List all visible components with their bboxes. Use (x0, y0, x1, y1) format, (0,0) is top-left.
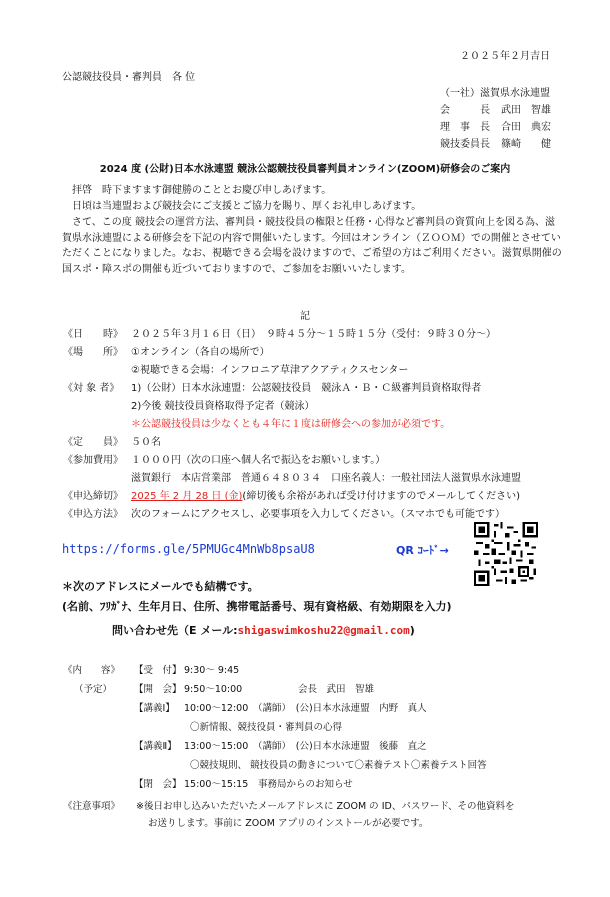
deadline-note: (締切後も余裕があれば受け付けますのでメールしてください) (242, 491, 521, 502)
contact-email-link[interactable]: shigaswimkoshu22@gmail.com (237, 624, 410, 637)
program-time: 9:30～ 9:45 (184, 665, 240, 676)
detail-label: 《場 所》 (63, 347, 123, 358)
sender-name: 篠崎 健 (501, 139, 551, 150)
detail-value: ５０名 (131, 437, 161, 448)
program-text: 会長 武田 智雄 (298, 684, 375, 695)
sender-name: 武田 智雄 (501, 105, 551, 116)
thanks-paragraph: 日頃は当連盟および競技会にご支援とご協力を賜り、厚くお礼申しあげます。 (62, 201, 422, 212)
ki-heading: 記 (300, 311, 310, 322)
document-date: ２０２５年２月吉日 (460, 51, 550, 62)
detail-capacity (63, 435, 161, 451)
deadline-date: 2025 年 2 月 28 日 (金) (131, 491, 243, 502)
program-time: 10:00～12:00 (184, 703, 249, 714)
detail-label: 《日 時》 (63, 329, 123, 340)
email-note-fields: (名前、ﾌﾘｶﾞﾅ、生年月日、住所、携帯電話番号、現有資格級、有効期限を入力) (62, 600, 452, 613)
detail-fee (63, 453, 385, 469)
program-tag: 【閉 会】 (134, 779, 182, 790)
form-link[interactable]: https://forms.gle/5PMUGc4MnWb8psaU8 (62, 542, 315, 556)
detail-place (63, 345, 270, 361)
program-tag: 【開 会】 (134, 684, 182, 695)
detail-value: ２０２５年３月１６日（日） ９時４５分～１５時１５分（受付：９時３０分～） (131, 329, 496, 340)
detail-label: 《対 象 者》 (63, 383, 120, 394)
sender-role: 理 事 長 (440, 122, 490, 133)
detail-label: 《参加費用》 (63, 455, 123, 466)
contact-line (112, 622, 415, 638)
detail-target-note: ＊公認競技役員は少なくとも４年に１度は研修会への参加が必須です。 (131, 419, 451, 430)
email-note-heading: ＊次のアドレスにメールでも結構です。 (62, 580, 259, 593)
sender-role: 会 長 (440, 105, 490, 116)
addressee: 公認競技役員・審判員 各 位 (62, 72, 196, 83)
program-text: 事務局からのお知らせ (258, 779, 353, 790)
detail-deadline (63, 489, 520, 505)
document-title: 2024 度 (公財)日本水泳連盟 競泳公認競技役員審判員オンライン(ZOOM)研修会のご案内 (99, 164, 511, 175)
program-sublabel: （予定） (74, 684, 113, 695)
detail-value: ①オンライン（各自の場所で） (131, 347, 270, 358)
program-tag: 【受 付】 (134, 665, 182, 676)
detail-target (63, 381, 481, 397)
detail-label: 《申込締切》 (63, 491, 123, 502)
detail-label: 《定 員》 (63, 437, 123, 448)
detail-target-2: 2)今後 競技役員資格取得予定者（競泳） (131, 401, 315, 412)
program-time: 13:00～15:00 (184, 741, 249, 752)
greeting-paragraph: 拝啓 時下ますます御健勝のこととお慶び申しあげます。 (62, 185, 332, 196)
program-tag: 【講義Ⅰ】 (134, 703, 175, 714)
detail-value: 次のフォームにアクセスし、必要事項を入力してください。（スマホでも可能です） (131, 509, 505, 520)
detail-date (63, 327, 496, 343)
program-text: 〇競技規則、 競技役員の動きについて〇素養テスト〇素養テスト回答 (190, 760, 487, 771)
detail-value: １０００円（次の口座へ個人名で振込をお願いします。） (131, 455, 386, 466)
detail-bank: 滋賀銀行 本店営業部 普通６４８０３４ 口座名義人：一般社団法人滋賀県水泳連盟 (131, 473, 521, 484)
program-text: 〇新情報、競技役員・審判員の心得 (190, 722, 343, 733)
detail-label: 《申込方法》 (63, 509, 123, 520)
detail-value: 1)（公財）日本水泳連盟：公認競技役員 競泳Ａ・Ｂ・Ｃ級審判員資格取得者 (131, 383, 482, 394)
program-label: 《内 容》 (63, 665, 121, 676)
notes-line: お送りします。事前に ZOOM アプリのインストールが必要です。 (148, 818, 429, 829)
program-tag: 【講義Ⅱ】 (134, 741, 177, 752)
sender-name: 合田 典宏 (501, 122, 551, 133)
sender-org: （一社）滋賀県水泳連盟 (440, 88, 550, 99)
notes-label: 《注意事項》 (63, 801, 121, 812)
notes-line: ※後日お申し込みいただいたメールアドレスに ZOOM の ID、パスワード、その他資料を (136, 801, 515, 812)
contact-close: ) (409, 624, 415, 637)
program-time: 9:50～10:00 (184, 684, 243, 695)
announcement-paragraph: さて、この度 競技会の運営方法、審判員・競技役員の権限と任務・心得など審判員の資質向上を図る為、滋賀県水泳連盟による研修会を下記の内容で開催いたします。今回はオンライン（ＺＯＯＭ）での開催とさせていただくことになりました。なお、視聴できる会場を設けますので、ご希望の方はご利用ください。滋賀県開催の国スポ・障スポの開催も近づいておりますので、ご参加をお願いいたします。 (62, 217, 562, 275)
program-text: （講師） (公)日本水泳連盟 後藤 直之 (253, 741, 427, 752)
program-text: （講師） (公)日本水泳連盟 内野 真人 (253, 703, 427, 714)
qr-code-label: QR ｺｰﾄﾞ→ (396, 544, 449, 557)
qr-code-image[interactable] (474, 522, 538, 586)
detail-method (63, 507, 505, 523)
detail-place-2: ②視聴できる会場：インフロニア草津アクアティクスセンター (131, 365, 409, 376)
sender-role: 競技委員長 (440, 139, 490, 150)
program-time: 15:00～15:15 (184, 779, 249, 790)
contact-label: 問い合わせ先（E メール: (112, 624, 238, 637)
